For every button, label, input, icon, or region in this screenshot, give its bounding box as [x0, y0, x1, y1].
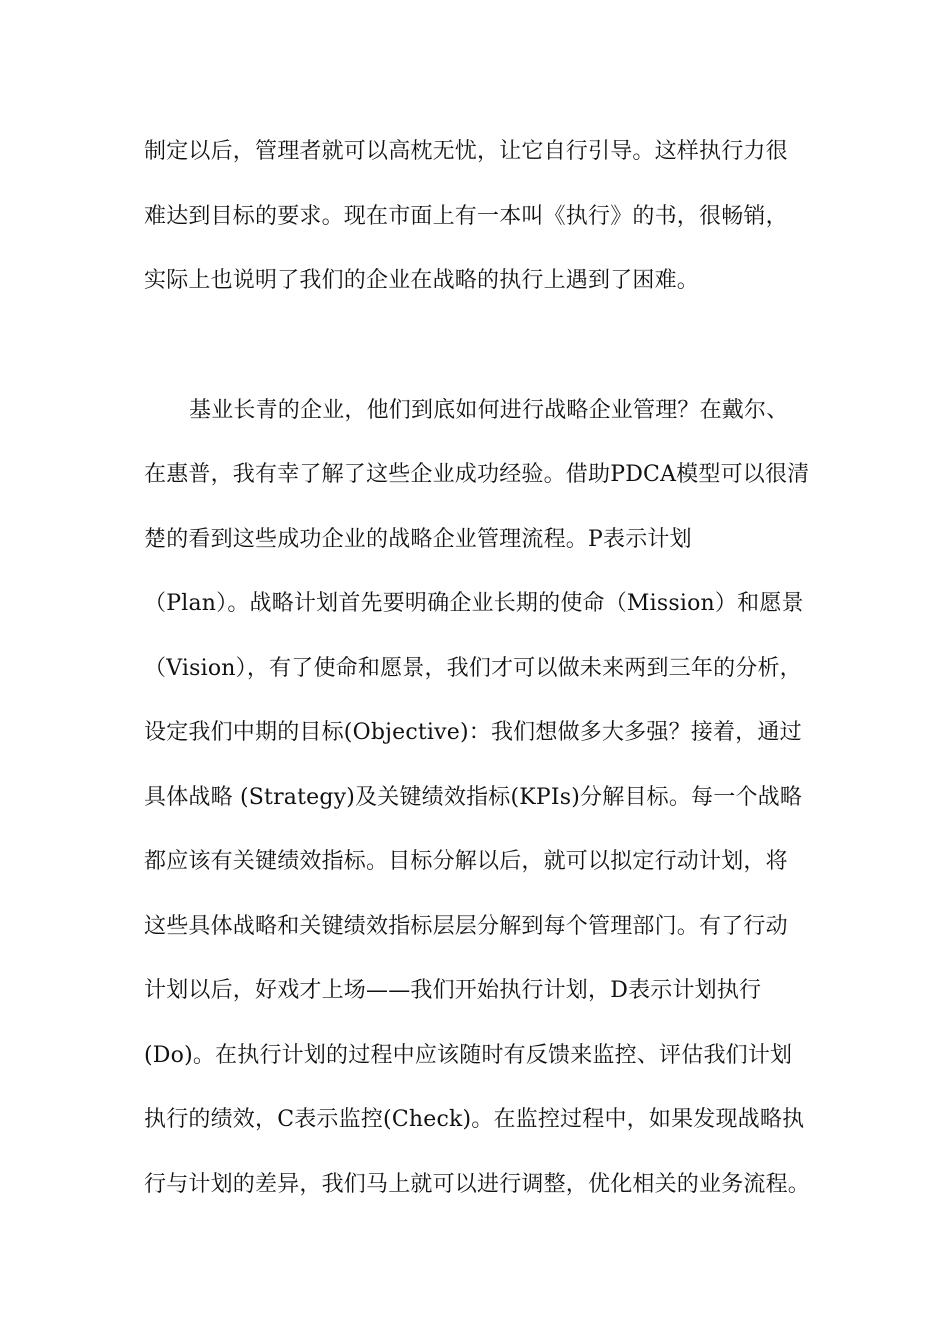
paragraph-1-line-1: 制定以后，管理者就可以高枕无忧，让它自行引导。这样执行力很 — [144, 139, 788, 164]
paragraph-2-line-11: (Do)。在执行计划的过程中应该随时有反馈来监控、评估我们计划 — [144, 1043, 793, 1068]
paragraph-2-line-3: 楚的看到这些成功企业的战略企业管理流程。P表示计划 — [144, 527, 692, 552]
paragraph-2-line-9: 这些具体战略和关键绩效指标层层分解到每个管理部门。有了行动 — [144, 914, 788, 939]
paragraph-2-line-2: 在惠普，我有幸了解了这些企业成功经验。借助PDCA模型可以很清 — [144, 462, 810, 487]
paragraph-1-line-3: 实际上也说明了我们的企业在战略的执行上遇到了困难。 — [144, 268, 700, 293]
paragraph-2-line-5: （Vision），有了使命和愿景，我们才可以做未来两到三年的分析， — [144, 656, 802, 681]
paragraph-2-line-10: 计划以后，好戏才上场——我们开始执行计划，D表示计划执行 — [144, 978, 762, 1003]
paragraph-2-line-4: （Plan）。战略计划首先要明确企业长期的使命（Mission）和愿景 — [144, 591, 804, 616]
paragraph-2-line-1: 基业长青的企业，他们到底如何进行战略企业管理？在戴尔、 — [189, 398, 789, 423]
paragraph-1-line-2: 难达到目标的要求。现在市面上有一本叫《执行》的书，很畅销， — [144, 204, 788, 229]
paragraph-2-line-12: 执行的绩效，C表示监控(Check)。在监控过程中，如果发现战略执 — [144, 1107, 805, 1132]
paragraph-2-line-6: 设定我们中期的目标(Objective)：我们想做多大多强？接着，通过 — [144, 720, 802, 745]
paragraph-2-line-13: 行与计划的差异，我们马上就可以进行调整，优化相关的业务流程。 — [144, 1172, 811, 1197]
paragraph-2-line-7: 具体战略 (Strategy)及关键绩效指标(KPIs)分解目标。每一个战略 — [144, 785, 803, 810]
paragraph-2-line-8: 都应该有关键绩效指标。目标分解以后，就可以拟定行动计划，将 — [144, 849, 788, 874]
